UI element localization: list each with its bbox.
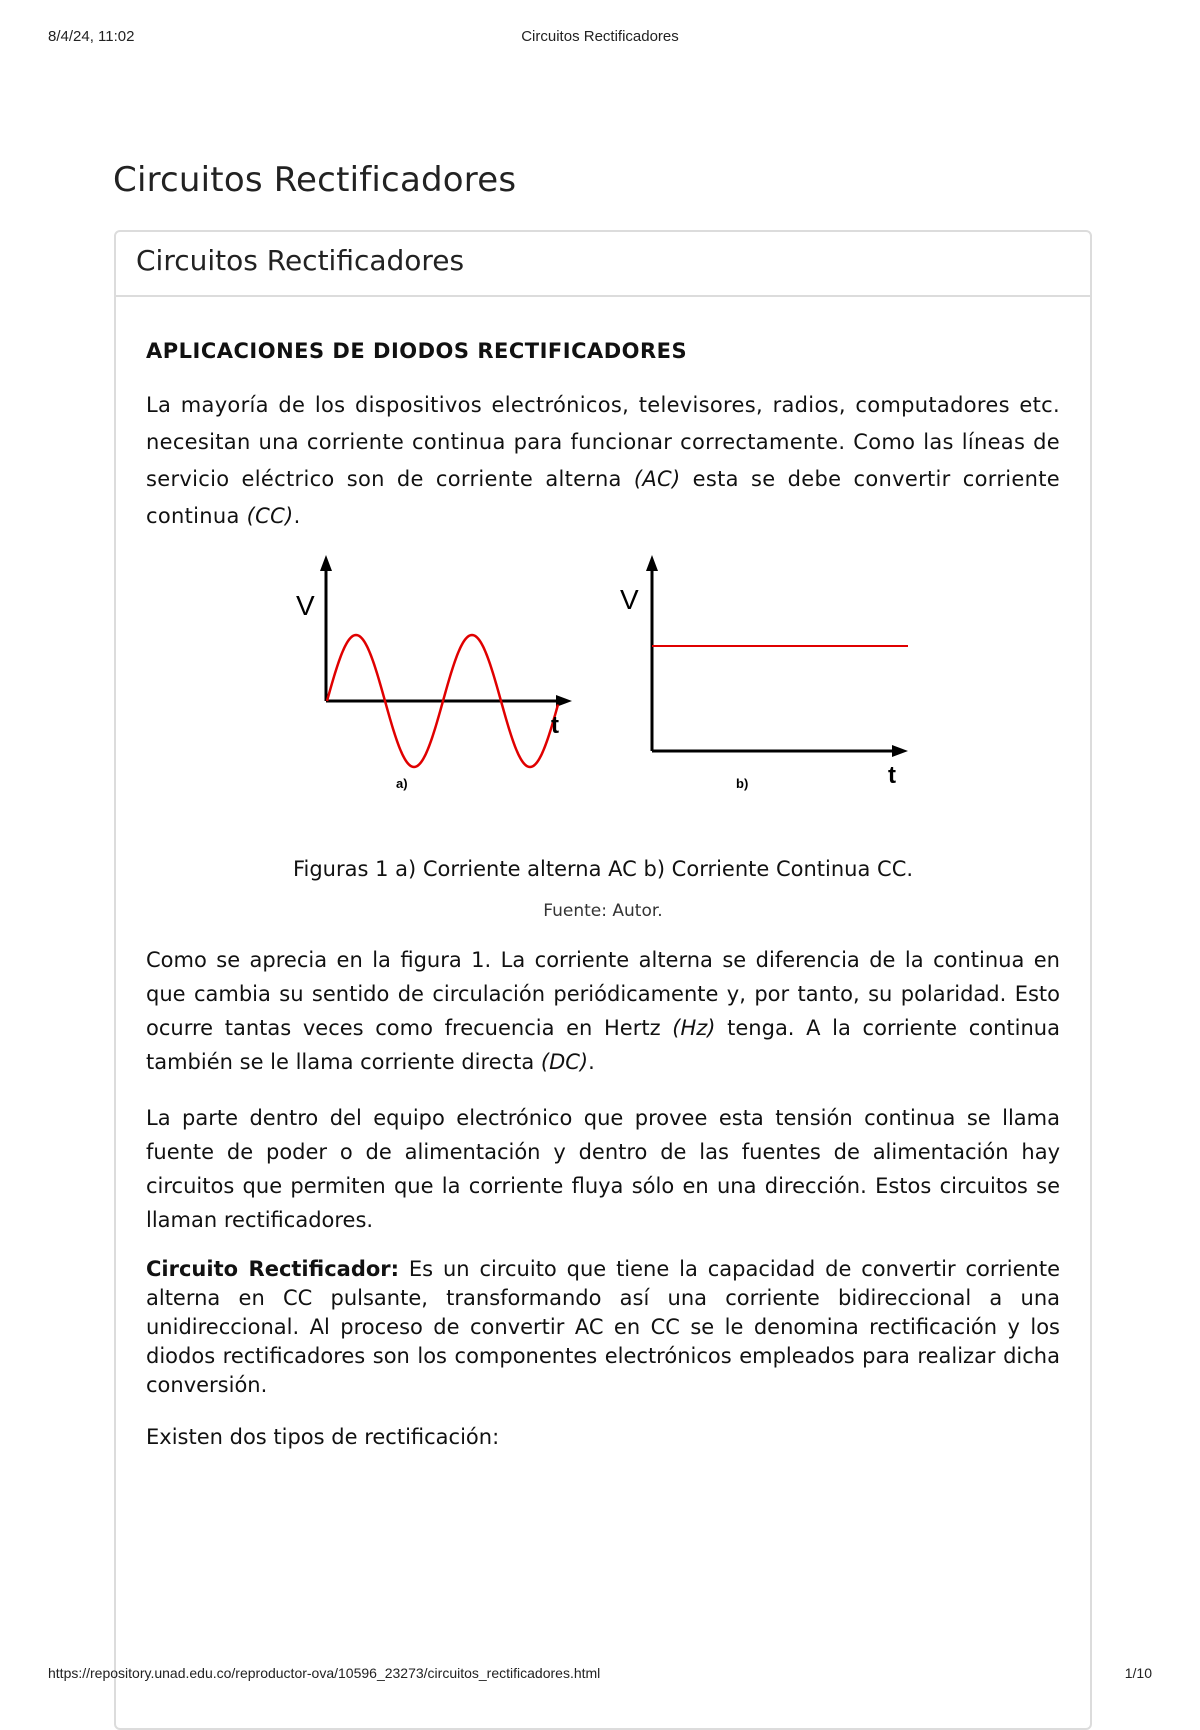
paragraph-rectifier-definition: Circuito Rectificador: Es un circuito que tiene la capacidad de convertir corriente alterna en CC pulsante, transformando así una corriente bidireccional a una unidireccional. Al proceso de convertir AC en CC se le denomina rectificación y los diodos rectificadores son los componentes electrónicos empleados para realizar dicha conversión. [146,1257,1060,1397]
content-card [114,230,1092,1730]
card-body [116,339,1090,1452]
ac-y-axis-arrow [320,555,332,571]
page-number: 1/10 [1124,1665,1152,1681]
dc-figure-label: b) [736,776,749,791]
ac-x-label: t [551,712,559,739]
graph-dc [620,555,908,791]
paragraph-ac-dc-difference: Como se aprecia en la figura 1. La corriente alterna se diferencia de la continua en que cambia su sentido de circulación periódicamente y, por tanto, su polaridad. Esto ocurre tantas veces como frecuencia en Hertz (Hz) tenga. A la corriente continua también se le llama corriente directa (DC). [146,948,1060,1074]
print-title: Circuitos Rectificadores [521,28,679,45]
figure-ac-dc [146,551,1064,841]
card-header: Circuitos Rectificadores [116,232,1090,297]
section-heading: APLICACIONES DE DIODOS RECTIFICADORES [146,339,688,363]
figure-source: Fuente: Autor. [543,901,663,921]
print-url: https://repository.unad.edu.co/reproductor-ova/10596_23273/circuitos_rectificadores.html [48,1665,601,1681]
ac-y-label: V [296,590,315,621]
print-date: 8/4/24, 11:02 [48,28,135,45]
figure-graphs [146,551,1064,841]
intro-paragraph: La mayoría de los dispositivos electrónicos, televisores, radios, computadores etc. necesitan una corriente continua para funcionar correctamente. Como las líneas de servicio eléctrico son de corriente alterna (AC) esta se debe convertir corriente continua (CC). [146,393,1060,528]
graph-ac [296,555,572,791]
page-title: Circuitos Rectificadores [113,160,517,200]
paragraph-rectification-types: Existen dos tipos de rectificación: [146,1425,500,1449]
dc-y-axis-arrow [646,555,658,571]
ac-figure-label: a) [396,776,408,791]
print-footer [0,1665,1200,1685]
dc-x-label: t [888,762,896,789]
print-header [0,28,1200,48]
dc-y-label: V [620,584,639,615]
paragraph-power-supply: La parte dentro del equipo electrónico que provee esta tensión continua se llama fuente de poder o de alimentación y dentro de las fuentes de alimentación hay circuitos que permiten que la corriente fluya sólo en una dirección. Estos circuitos se llaman rectificadores. [146,1106,1060,1232]
dc-x-axis-arrow [892,745,908,757]
figure-caption: Figuras 1 a) Corriente alterna AC b) Corriente Continua CC. [292,857,914,881]
